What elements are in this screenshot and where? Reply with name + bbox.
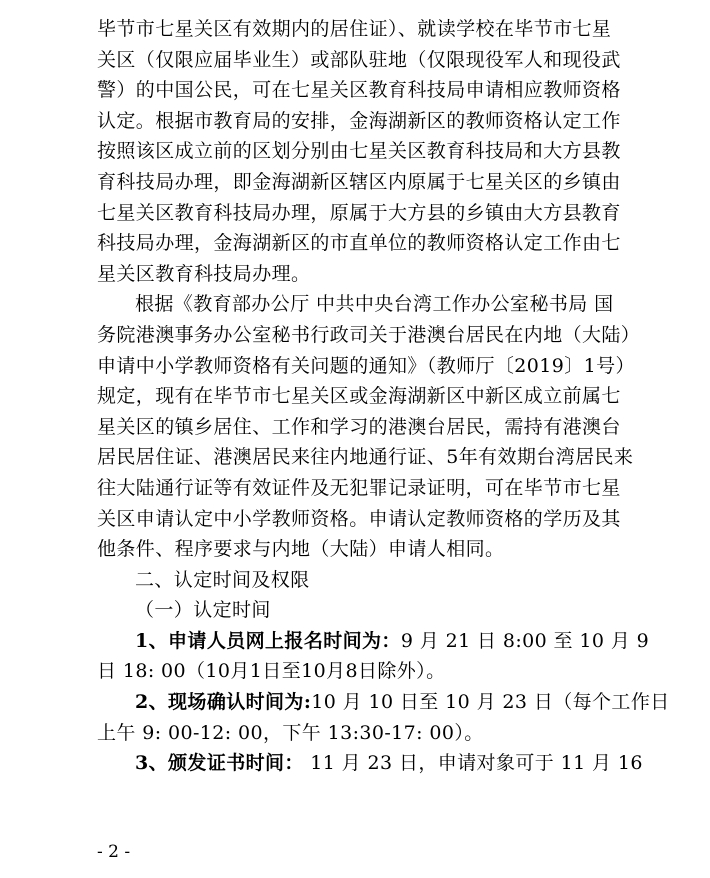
text-line: 他条件、程序要求与内地（大陆）申请人相同。: [97, 538, 505, 561]
text-line: 关区（仅限应届毕业生）或部队驻地（仅限现役军人和现役武: [97, 48, 621, 71]
item-1: [97, 626, 650, 657]
item-1-continued: 日 18: 00（10月1日至10月8日除外）。: [97, 660, 446, 683]
text-line: 务院港澳事务办公室秘书行政司关于港澳台居民在内地（大陆）: [97, 323, 641, 346]
text-line: 毕节市七星关区有效期内的居住证）、就读学校在毕节市七星: [97, 18, 612, 40]
item-2-label: 2、现场确认时间为:: [135, 691, 312, 714]
text-line: 警）的中国公民，可在七星关区教育科技局申请相应教师资格: [97, 79, 621, 102]
text-line: 申请中小学教师资格有关问题的通知》（教师厅〔2019〕1号）: [97, 354, 635, 377]
item-2-text: 10 月 10 日至 10 月 23 日（每个工作日: [311, 691, 670, 714]
item-1-text: 9 月 21 日 8:00 至 10 月 9: [400, 629, 650, 652]
body-text: [97, 14, 670, 779]
text-line: 根据《教育部办公厅 中共中央台湾工作办公室秘书局 国: [135, 293, 614, 316]
text-line: 规定，现有在毕节市七星关区或金海湖新区中新区成立前属七: [97, 385, 621, 408]
text-line: 星关区的镇乡居住、工作和学习的港澳台居民，需持有港澳台: [97, 415, 621, 438]
subsection-heading: （一）认定时间: [135, 599, 271, 622]
item-1-label: 1、申请人员网上报名时间为：: [135, 629, 401, 652]
text-line: 育科技局办理，即金海湖新区辖区内原属于七星关区的乡镇由: [97, 170, 621, 193]
text-line: 认定。根据市教育局的安排，金海湖新区的教师资格认定工作: [97, 109, 621, 132]
item-2: [97, 687, 670, 718]
item-2-continued: 上午 9: 00-12: 00，下午 13:30-17: 00）。: [97, 721, 484, 744]
text-line: 关区申请认定中小学教师资格。申请认定教师资格的学历及其: [97, 507, 621, 530]
page-number: - 2 -: [97, 842, 131, 862]
text-line: 居民居住证、港澳居民来往内地通行证、5年有效期台湾居民来: [97, 446, 634, 469]
text-line: 七星关区教育科技局办理，原属于大方县的乡镇由大方县教育: [97, 201, 621, 224]
item-3-label: 3、颁发证书时间：: [135, 752, 304, 775]
item-3-text: 11 月 23 日，申请对象可于 11 月 16: [303, 752, 643, 775]
text-line: 星关区教育科技局办理。: [97, 262, 311, 285]
text-line: 按照该区成立前的区划分别由七星关区教育科技局和大方县教: [97, 140, 621, 163]
text-line: 科技局办理，金海湖新区的市直单位的教师资格认定工作由七: [97, 232, 621, 255]
section-heading: 二、认定时间及权限: [135, 568, 310, 591]
item-3: [97, 748, 643, 779]
text-line: 往大陆通行证等有效证件及无犯罪记录证明，可在毕节市七星: [97, 476, 621, 499]
